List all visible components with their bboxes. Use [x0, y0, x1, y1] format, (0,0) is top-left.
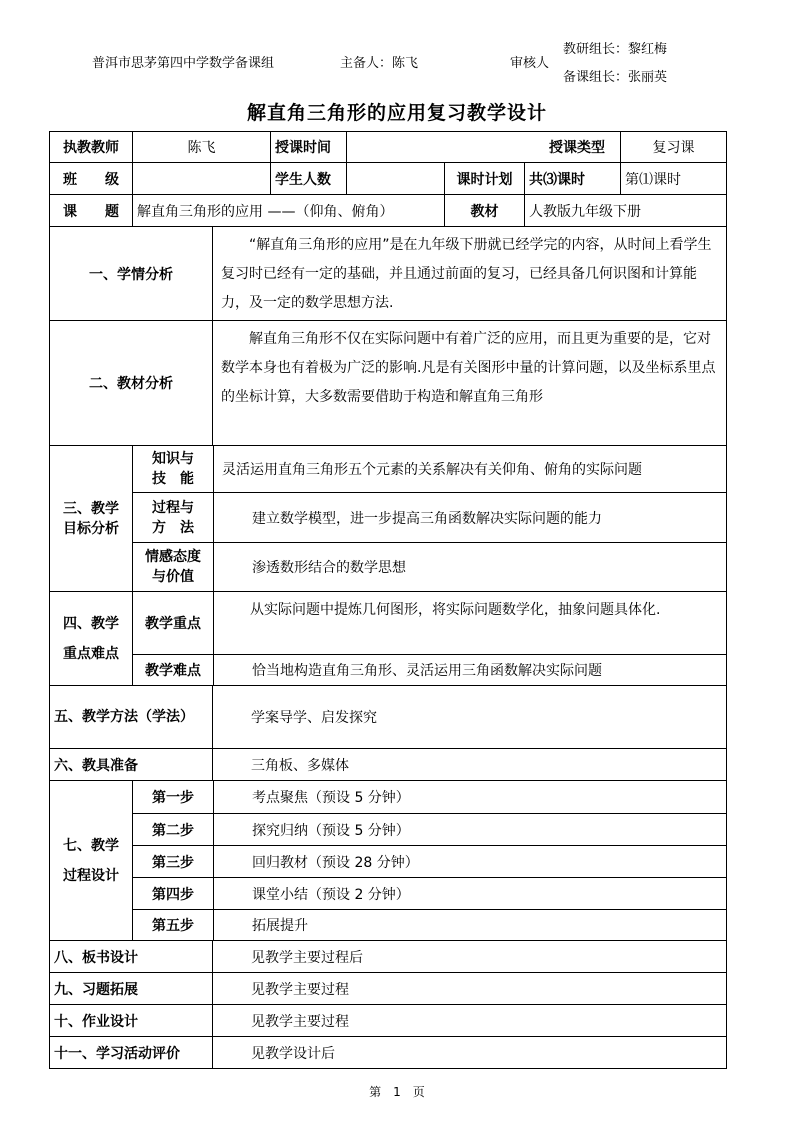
- s4-key-text: 从实际问题中提炼几何图形，将实际问题数学化，抽象问题具体化.: [250, 602, 661, 618]
- type-label: 授课类型: [549, 140, 605, 156]
- s6-text: 三角板、多媒体: [212, 749, 726, 780]
- s1-text: “解直角三角形的应用”是在九年级下册就已经学完的内容，从时间上看学生复习时已经有一定的基础，并且通过前面的复习，已经具备几何识图和计算能力，及一定的数学思想方法.: [221, 237, 712, 311]
- page-number: 第 1 页: [369, 1085, 425, 1099]
- table-row: [49, 195, 727, 227]
- step-label: 第五步: [152, 918, 194, 934]
- table-row: [49, 941, 727, 973]
- s6-label: 六、教具准备: [54, 757, 138, 774]
- s10-text: 见教学主要过程: [212, 1005, 726, 1036]
- s3-process-label: 过程与 方 法: [152, 499, 194, 536]
- table-row: [49, 321, 727, 446]
- page-title: 解直角三角形的应用复习教学设计: [246, 102, 547, 124]
- s9-text: 见教学主要过程: [212, 973, 726, 1004]
- s2-text: 解直角三角形不仅在实际问题中有着广泛的应用，而且更为重要的是，它对数学本身也有着极为广泛的影响.凡是有关图形中量的计算问题，以及坐标系里点的坐标计算，大多数需要借助于构造和解直角三角形: [221, 331, 716, 405]
- step-row: [133, 877, 726, 909]
- s4-diff-text: 恰当地构造直角三角形、灵活运用三角函数解决实际问题: [213, 655, 726, 685]
- class-label: 班 级: [63, 171, 119, 188]
- teacher-label: 执教教师: [63, 140, 119, 156]
- textbook-label: 教材: [444, 195, 524, 226]
- step-label: 第三步: [152, 854, 194, 871]
- s4-label: 四、教学 重点难点: [63, 615, 119, 662]
- step-text: 拓展提升: [213, 910, 726, 940]
- class-value: [132, 163, 270, 194]
- table-row: [49, 1005, 727, 1037]
- lesson-value: 第⑴课时: [620, 163, 726, 194]
- s7-label: 七、教学 过程设计: [63, 837, 119, 884]
- s3-process-text: 建立数学模型，进一步提高三角函数解决实际问题的能力: [213, 493, 726, 542]
- step-row: [133, 813, 726, 845]
- step-text: 回归教材（预设 28 分钟）: [213, 846, 726, 877]
- s3-label: 三、教学 目标分析: [63, 500, 119, 537]
- s11-text: 见教学设计后: [212, 1037, 726, 1068]
- table-row: [49, 592, 727, 686]
- s3-attitude-text: 渗透数形结合的数学思想: [213, 543, 726, 591]
- type-value: 复习课: [620, 132, 726, 162]
- students-value: [346, 163, 444, 194]
- topic-value: 解直角三角形的应用 ——（仰角、俯角）: [132, 195, 444, 226]
- s3-knowledge-text: 灵活运用直角三角形五个元素的关系解决有关仰角、俯角的实际问题: [213, 446, 726, 492]
- s1-label: 一、学情分析: [89, 266, 173, 283]
- header-preparer: 主备人：陈飞: [340, 56, 419, 71]
- s9-label: 九、习题拓展: [54, 981, 138, 998]
- time-label: 授课时间: [270, 132, 346, 162]
- lesson-plan-table: [49, 131, 727, 1069]
- step-label: 第二步: [152, 822, 194, 839]
- s10-label: 十、作业设计: [54, 1013, 138, 1030]
- s8-text: 见教学主要过程后: [212, 941, 726, 972]
- topic-label: 课 题: [63, 203, 119, 220]
- s4-diff-label: 教学难点: [145, 663, 201, 679]
- table-row: [49, 781, 727, 941]
- textbook-value: 人教版九年级下册: [524, 195, 726, 226]
- plan-label: 课时计划: [444, 163, 524, 194]
- header-prep-lead: 备课组长：张丽英: [563, 70, 668, 85]
- table-row: [49, 1037, 727, 1069]
- time-value: [346, 132, 534, 162]
- table-row: [49, 131, 727, 163]
- s11-label: 十一、学习活动评价: [54, 1045, 180, 1062]
- step-label: 第一步: [152, 790, 194, 806]
- s5-label: 五、教学方法（学法）: [54, 709, 194, 725]
- step-label: 第四步: [152, 886, 194, 903]
- step-text: 课堂小结（预设 2 分钟）: [213, 878, 726, 909]
- s3-knowledge-label: 知识与 技 能: [152, 451, 194, 487]
- s3-attitude-label: 情感态度 与价值: [145, 549, 201, 585]
- table-row: [49, 446, 727, 592]
- header-org: 普洱市思茅第四中学数学备课组: [92, 56, 275, 71]
- table-row: [49, 973, 727, 1005]
- students-label: 学生人数: [270, 163, 346, 194]
- table-row: [49, 686, 727, 749]
- plan-value: 共⑶课时: [524, 163, 620, 194]
- s4-key-label: 教学重点: [145, 616, 201, 632]
- step-text: 考点聚焦（预设 5 分钟）: [213, 781, 726, 813]
- step-text: 探究归纳（预设 5 分钟）: [213, 814, 726, 845]
- step-row: [133, 909, 726, 940]
- table-row: [49, 749, 727, 781]
- s5-text: 学案导学、启发探究: [212, 686, 726, 748]
- step-row: [133, 845, 726, 877]
- table-row: [49, 227, 727, 321]
- s8-label: 八、板书设计: [54, 949, 138, 966]
- header-reviewer: 审核人: [510, 56, 550, 71]
- s2-label: 二、教材分析: [89, 376, 173, 392]
- table-row: [49, 163, 727, 195]
- step-row: [133, 781, 726, 813]
- header-research-lead: 教研组长：黎红梅: [563, 42, 668, 57]
- teacher-value: 陈飞: [132, 132, 270, 162]
